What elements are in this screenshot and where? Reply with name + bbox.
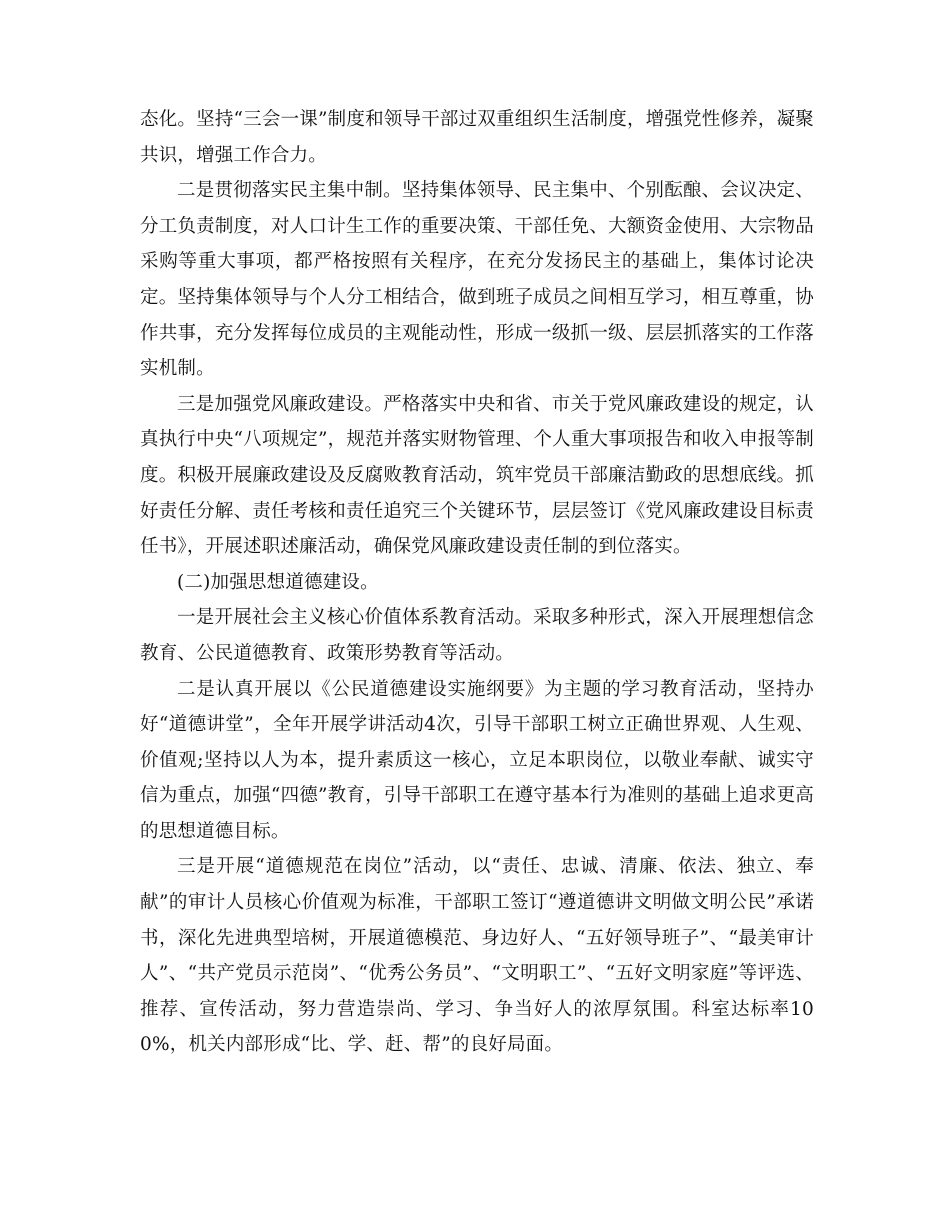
paragraph-moral-norms-at-post: 三是开展“道德规范在岗位”活动，以“责任、忠诚、清廉、依法、独立、奉献”的审计人员核心价值观为标准，干部职工签订“遵道德讲文明做文明公民”承诺书，深化先进典型培树，开展道德模范、身边好人、“五好领导班子”、“最美审计人”、“共产党员示范岗”、“优秀公务员”、“文明职工”、“五好文明家庭”等评选、推荐、宣传活动，努力营造崇尚、学习、争当好人的浓厚氛围。科室达标率100%，机关内部形成“比、学、赶、帮”的良好局面。 — [140, 856, 814, 1056]
paragraph-core-values-education: 一是开展社会主义核心价值体系教育活动。采取多种形式，深入开展理想信念教育、公民道德教育、政策形势教育等活动。 — [140, 607, 814, 664]
paragraph-moral-outline-study: 二是认真开展以《公民道德建设实施纲要》为主题的学习教育活动，坚持办好“道德讲堂”，全年开展学讲活动4次，引导干部职工树立正确世界观、人生观、价值观;坚持以人为本，提升素质这一核心，立足本职岗位，以敬业奉献、诚实守信为重点，加强“四德”教育，引导干部职工在遵守基本行为准则的基础上追求更高的思想道德目标。 — [140, 678, 814, 842]
paragraph-democratic-centralism: 二是贯彻落实民主集中制。坚持集体领导、民主集中、个别酝酿、会议决定、分工负责制度，对人口计生工作的重要决策、干部任免、大额资金使用、大宗物品采购等重大事项，都严格按照有关程序，在充分发扬民主的基础上，集体讨论决定。坚持集体领导与个人分工相结合，做到班子成员之间相互学习，相互尊重，协作共事，充分发挥每位成员的主观能动性，形成一级抓一级、层层抓落实的工作落实机制。 — [140, 180, 814, 380]
section-heading-moral-construction: (二)加强思想道德建设。 — [177, 571, 379, 593]
paragraph-continuation: 态化。坚持“三会一课”制度和领导干部过双重组织生活制度，增强党性修养，凝聚共识，增强工作合力。 — [140, 109, 814, 166]
paragraph-party-integrity: 三是加强党风廉政建设。严格落实中央和省、市关于党风廉政建设的规定，认真执行中央“八项规定”，规范并落实财物管理、个人重大事项报告和收入申报等制度。积极开展廉政建设及反腐败教育活动，筑牢党员干部廉洁勤政的思想底线。抓好责任分解、责任考核和责任追究三个关键环节，层层签订《党风廉政建设目标责任书》，开展述职述廉活动，确保党风廉政建设责任制的到位落实。 — [140, 393, 814, 558]
